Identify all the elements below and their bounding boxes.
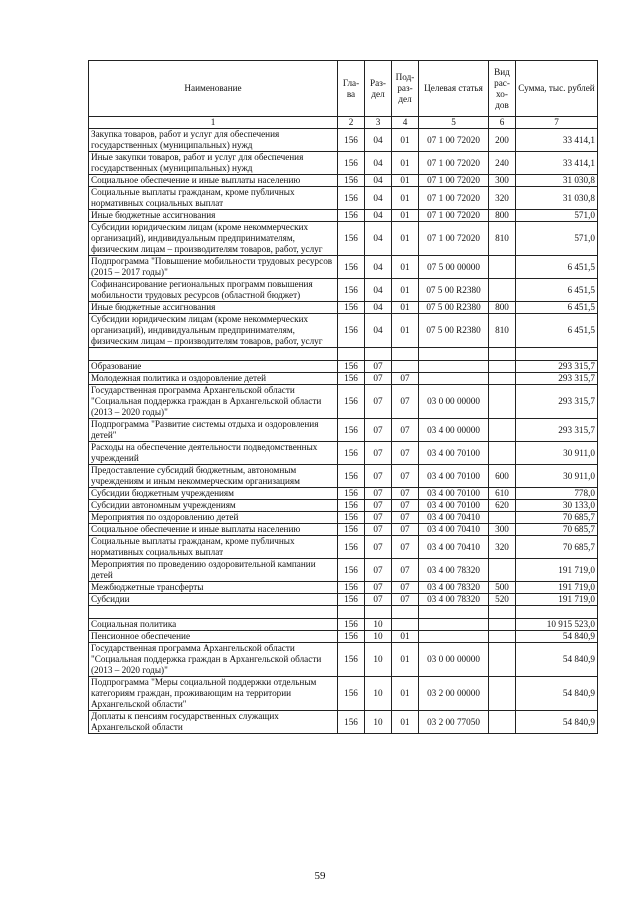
cell-podrazdel: 07 (392, 442, 419, 465)
cell-name: Государственная программа Архангельской области "Социальная поддержка граждан в Архангельской области (2013 – 2020 годы)" (89, 385, 338, 419)
cell-name: Закупка товаров, работ и услуг для обеспечения государственных (муниципальных) нужд (89, 129, 338, 152)
cell-sum: 54 840,9 (516, 711, 598, 734)
cell-name: Социальная политика (89, 619, 338, 631)
table-row (89, 419, 598, 442)
cell-target: 03 4 00 70410 (419, 524, 489, 536)
cell-glava: 156 (338, 279, 365, 302)
cell-vid (489, 711, 516, 734)
cell-name: Иные бюджетные ассигнования (89, 210, 338, 222)
cell-glava: 156 (338, 524, 365, 536)
table-row (89, 129, 598, 152)
cell-vid: 320 (489, 536, 516, 559)
cell-sum: 30 133,0 (516, 500, 598, 512)
table-row (89, 152, 598, 175)
cell-sum: 70 685,7 (516, 536, 598, 559)
cell-vid: 500 (489, 582, 516, 594)
cell-glava: 156 (338, 536, 365, 559)
table-row (89, 711, 598, 734)
empty-cell (89, 606, 338, 619)
cell-vid: 520 (489, 594, 516, 606)
cell-podrazdel: 01 (392, 279, 419, 302)
table-row (89, 631, 598, 643)
cell-sum: 33 414,1 (516, 152, 598, 175)
empty-cell (489, 606, 516, 619)
table-row (89, 302, 598, 314)
cell-podrazdel: 01 (392, 222, 419, 256)
cell-name: Субсидии автономным учреждениям (89, 500, 338, 512)
cell-target: 03 0 00 00000 (419, 385, 489, 419)
table-spacer-row (89, 606, 598, 619)
cell-vid: 600 (489, 465, 516, 488)
cell-glava: 156 (338, 619, 365, 631)
column-number-row (89, 117, 598, 129)
cell-sum: 293 315,7 (516, 361, 598, 373)
cell-name: Социальные выплаты гражданам, кроме публичных нормативных социальных выплат (89, 187, 338, 210)
table-row (89, 500, 598, 512)
cell-sum: 31 030,8 (516, 175, 598, 187)
table-row (89, 677, 598, 711)
cell-sum: 10 915 523,0 (516, 619, 598, 631)
cell-glava: 156 (338, 582, 365, 594)
cell-name: Предоставление субсидий бюджетным, автономным учреждениям и иным некоммерческим организациям (89, 465, 338, 488)
cell-razdel: 04 (365, 256, 392, 279)
cell-podrazdel: 07 (392, 373, 419, 385)
cell-razdel: 07 (365, 536, 392, 559)
table-row (89, 385, 598, 419)
cell-vid (489, 385, 516, 419)
cell-glava: 156 (338, 361, 365, 373)
column-number: 5 (419, 117, 489, 129)
cell-razdel: 10 (365, 711, 392, 734)
cell-podrazdel: 07 (392, 524, 419, 536)
table-row (89, 175, 598, 187)
cell-glava: 156 (338, 465, 365, 488)
empty-cell (365, 348, 392, 361)
cell-vid: 810 (489, 222, 516, 256)
empty-cell (489, 348, 516, 361)
cell-razdel: 07 (365, 361, 392, 373)
table-header-row (89, 61, 598, 117)
cell-target: 03 4 00 70100 (419, 488, 489, 500)
column-number: 7 (516, 117, 598, 129)
cell-razdel: 07 (365, 524, 392, 536)
cell-podrazdel: 07 (392, 419, 419, 442)
cell-target: 03 4 00 70100 (419, 500, 489, 512)
cell-name: Образование (89, 361, 338, 373)
cell-target: 07 5 00 00000 (419, 256, 489, 279)
cell-target: 07 1 00 72020 (419, 210, 489, 222)
cell-sum: 30 911,0 (516, 465, 598, 488)
cell-vid: 320 (489, 187, 516, 210)
table-row (89, 524, 598, 536)
cell-razdel: 07 (365, 373, 392, 385)
cell-glava: 156 (338, 385, 365, 419)
cell-target: 03 4 00 70100 (419, 465, 489, 488)
cell-sum: 571,0 (516, 222, 598, 256)
cell-podrazdel (392, 619, 419, 631)
column-number: 4 (392, 117, 419, 129)
cell-target (419, 373, 489, 385)
cell-vid: 620 (489, 500, 516, 512)
cell-sum: 191 719,0 (516, 582, 598, 594)
table-row (89, 442, 598, 465)
cell-razdel: 04 (365, 187, 392, 210)
empty-cell (392, 348, 419, 361)
cell-glava: 156 (338, 631, 365, 643)
cell-glava: 156 (338, 175, 365, 187)
cell-glava: 156 (338, 677, 365, 711)
cell-vid (489, 677, 516, 711)
cell-razdel: 04 (365, 129, 392, 152)
cell-razdel: 04 (365, 302, 392, 314)
cell-target: 03 4 00 70410 (419, 536, 489, 559)
cell-glava: 156 (338, 500, 365, 512)
cell-vid (489, 361, 516, 373)
table-row (89, 222, 598, 256)
cell-target (419, 619, 489, 631)
table-row (89, 619, 598, 631)
cell-sum: 30 911,0 (516, 442, 598, 465)
cell-name: Подпрограмма "Повышение мобильности трудовых ресурсов (2015 – 2017 годы)" (89, 256, 338, 279)
cell-sum: 293 315,7 (516, 373, 598, 385)
cell-glava: 156 (338, 373, 365, 385)
empty-cell (419, 606, 489, 619)
cell-sum: 6 451,5 (516, 279, 598, 302)
cell-podrazdel: 07 (392, 488, 419, 500)
cell-name: Социальное обеспечение и иные выплаты населению (89, 175, 338, 187)
column-number: 3 (365, 117, 392, 129)
cell-target: 03 0 00 00000 (419, 643, 489, 677)
cell-name: Доплаты к пенсиям государственных служащих Архангельской области (89, 711, 338, 734)
cell-razdel: 04 (365, 314, 392, 348)
cell-podrazdel: 01 (392, 314, 419, 348)
cell-name: Субсидии бюджетным учреждениям (89, 488, 338, 500)
cell-name: Мероприятия по проведению оздоровительной кампании детей (89, 559, 338, 582)
cell-sum: 70 685,7 (516, 524, 598, 536)
column-number: 6 (489, 117, 516, 129)
cell-name: Субсидии юридическим лицам (кроме некоммерческих организаций), индивидуальным предпринимателям, физическим лицам – производителям товаров, работ, услуг (89, 222, 338, 256)
cell-name: Молодежная политика и оздоровление детей (89, 373, 338, 385)
cell-target: 03 4 00 00000 (419, 419, 489, 442)
cell-name: Социальные выплаты гражданам, кроме публичных нормативных социальных выплат (89, 536, 338, 559)
empty-cell (338, 348, 365, 361)
table-row (89, 643, 598, 677)
cell-glava: 156 (338, 643, 365, 677)
table-spacer-row (89, 348, 598, 361)
cell-sum: 31 030,8 (516, 187, 598, 210)
cell-glava: 156 (338, 711, 365, 734)
cell-razdel: 07 (365, 512, 392, 524)
cell-podrazdel: 01 (392, 677, 419, 711)
table-row (89, 488, 598, 500)
cell-target: 03 4 00 78320 (419, 582, 489, 594)
cell-vid (489, 442, 516, 465)
cell-razdel: 07 (365, 582, 392, 594)
cell-target: 03 4 00 78320 (419, 594, 489, 606)
empty-cell (516, 348, 598, 361)
cell-sum: 33 414,1 (516, 129, 598, 152)
cell-target (419, 631, 489, 643)
cell-name: Софинансирование региональных программ повышения мобильности трудовых ресурсов (областной бюджет) (89, 279, 338, 302)
cell-vid: 240 (489, 152, 516, 175)
cell-vid (489, 559, 516, 582)
cell-glava: 156 (338, 512, 365, 524)
cell-podrazdel: 07 (392, 594, 419, 606)
cell-glava: 156 (338, 559, 365, 582)
cell-razdel: 07 (365, 559, 392, 582)
cell-sum: 293 315,7 (516, 385, 598, 419)
table-row (89, 279, 598, 302)
cell-sum: 54 840,9 (516, 677, 598, 711)
table-row (89, 256, 598, 279)
cell-sum: 571,0 (516, 210, 598, 222)
cell-vid (489, 631, 516, 643)
cell-target: 03 4 00 70410 (419, 512, 489, 524)
cell-name: Иные закупки товаров, работ и услуг для обеспечения государственных (муниципальных) нужд (89, 152, 338, 175)
empty-cell (516, 606, 598, 619)
cell-razdel: 10 (365, 619, 392, 631)
cell-glava: 156 (338, 210, 365, 222)
cell-target: 07 1 00 72020 (419, 152, 489, 175)
cell-podrazdel: 01 (392, 643, 419, 677)
cell-vid: 300 (489, 524, 516, 536)
cell-vid (489, 279, 516, 302)
cell-vid: 800 (489, 302, 516, 314)
cell-razdel: 10 (365, 631, 392, 643)
table-row (89, 559, 598, 582)
cell-sum: 6 451,5 (516, 314, 598, 348)
cell-glava: 156 (338, 594, 365, 606)
cell-name: Мероприятия по оздоровлению детей (89, 512, 338, 524)
empty-cell (89, 348, 338, 361)
cell-vid: 200 (489, 129, 516, 152)
header-target: Целевая статья (419, 61, 489, 117)
cell-podrazdel: 01 (392, 210, 419, 222)
cell-podrazdel: 01 (392, 129, 419, 152)
header-podrazdel: Под-раз-дел (392, 61, 419, 117)
header-razdel: Раз-дел (365, 61, 392, 117)
cell-podrazdel: 01 (392, 711, 419, 734)
header-name: Наименование (89, 61, 338, 117)
cell-target: 07 1 00 72020 (419, 222, 489, 256)
table-row (89, 594, 598, 606)
cell-podrazdel (392, 361, 419, 373)
header-sum: Сумма, тыс. рублей (516, 61, 598, 117)
cell-target: 03 4 00 70100 (419, 442, 489, 465)
cell-razdel: 07 (365, 500, 392, 512)
cell-razdel: 04 (365, 210, 392, 222)
table-row (89, 373, 598, 385)
cell-target (419, 361, 489, 373)
table-row (89, 361, 598, 373)
cell-razdel: 04 (365, 175, 392, 187)
cell-name: Расходы на обеспечение деятельности подведомственных учреждений (89, 442, 338, 465)
column-number: 2 (338, 117, 365, 129)
empty-cell (419, 348, 489, 361)
cell-razdel: 07 (365, 465, 392, 488)
cell-razdel: 04 (365, 222, 392, 256)
table-body (89, 129, 598, 734)
cell-podrazdel: 01 (392, 302, 419, 314)
cell-razdel: 10 (365, 643, 392, 677)
cell-target: 07 1 00 72020 (419, 187, 489, 210)
page-number: 59 (314, 870, 326, 882)
cell-sum: 70 685,7 (516, 512, 598, 524)
cell-name: Государственная программа Архангельской области "Социальная поддержка граждан в Архангельской области (2013 – 2020 годы)" (89, 643, 338, 677)
cell-glava: 156 (338, 222, 365, 256)
cell-razdel: 10 (365, 677, 392, 711)
cell-podrazdel: 01 (392, 256, 419, 279)
cell-target: 07 5 00 R2380 (419, 302, 489, 314)
cell-name: Подпрограмма "Развитие системы отдыха и оздоровления детей" (89, 419, 338, 442)
cell-podrazdel: 07 (392, 465, 419, 488)
cell-vid: 800 (489, 210, 516, 222)
cell-vid (489, 643, 516, 677)
cell-glava: 156 (338, 419, 365, 442)
cell-name: Социальное обеспечение и иные выплаты населению (89, 524, 338, 536)
cell-name: Субсидии юридическим лицам (кроме некоммерческих организаций), индивидуальным предпринимателям, физическим лицам – производителям товаров, работ, услуг (89, 314, 338, 348)
cell-name: Субсидии (89, 594, 338, 606)
table-row (89, 582, 598, 594)
cell-vid (489, 419, 516, 442)
cell-vid (489, 512, 516, 524)
cell-sum: 54 840,9 (516, 631, 598, 643)
cell-name: Межбюджетные трансферты (89, 582, 338, 594)
cell-razdel: 07 (365, 419, 392, 442)
cell-target: 03 4 00 78320 (419, 559, 489, 582)
empty-cell (392, 606, 419, 619)
table-row (89, 187, 598, 210)
cell-target: 07 1 00 72020 (419, 175, 489, 187)
cell-razdel: 04 (365, 279, 392, 302)
cell-podrazdel: 01 (392, 631, 419, 643)
cell-target: 03 2 00 77050 (419, 711, 489, 734)
cell-podrazdel: 01 (392, 152, 419, 175)
cell-razdel: 07 (365, 385, 392, 419)
cell-razdel: 07 (365, 442, 392, 465)
cell-vid (489, 256, 516, 279)
cell-glava: 156 (338, 488, 365, 500)
header-vid: Вид рас-хо-дов (489, 61, 516, 117)
cell-sum: 191 719,0 (516, 594, 598, 606)
cell-glava: 156 (338, 129, 365, 152)
cell-sum: 191 719,0 (516, 559, 598, 582)
cell-glava: 156 (338, 256, 365, 279)
table-row (89, 536, 598, 559)
cell-glava: 156 (338, 302, 365, 314)
table-row (89, 210, 598, 222)
column-number: 1 (89, 117, 338, 129)
cell-podrazdel: 01 (392, 187, 419, 210)
cell-podrazdel: 07 (392, 500, 419, 512)
cell-podrazdel: 07 (392, 582, 419, 594)
cell-razdel: 07 (365, 594, 392, 606)
cell-name: Подпрограмма "Меры социальной поддержки отдельным категориям граждан, проживающим на территории Архангельской области" (89, 677, 338, 711)
cell-razdel: 04 (365, 152, 392, 175)
cell-vid (489, 373, 516, 385)
header-glava: Гла-ва (338, 61, 365, 117)
table-row (89, 512, 598, 524)
cell-sum: 6 451,5 (516, 256, 598, 279)
budget-table (88, 60, 598, 734)
cell-glava: 156 (338, 442, 365, 465)
table-row (89, 465, 598, 488)
cell-name: Пенсионное обеспечение (89, 631, 338, 643)
cell-glava: 156 (338, 152, 365, 175)
cell-podrazdel: 07 (392, 536, 419, 559)
cell-sum: 54 840,9 (516, 643, 598, 677)
cell-name: Иные бюджетные ассигнования (89, 302, 338, 314)
cell-podrazdel: 07 (392, 559, 419, 582)
empty-cell (365, 606, 392, 619)
cell-podrazdel: 07 (392, 512, 419, 524)
cell-target: 03 2 00 00000 (419, 677, 489, 711)
cell-sum: 778,0 (516, 488, 598, 500)
cell-razdel: 07 (365, 488, 392, 500)
cell-target: 07 1 00 72020 (419, 129, 489, 152)
cell-podrazdel: 01 (392, 175, 419, 187)
cell-podrazdel: 07 (392, 385, 419, 419)
cell-vid: 810 (489, 314, 516, 348)
cell-sum: 6 451,5 (516, 302, 598, 314)
cell-vid: 300 (489, 175, 516, 187)
cell-target: 07 5 00 R2380 (419, 279, 489, 302)
cell-vid: 610 (489, 488, 516, 500)
cell-glava: 156 (338, 314, 365, 348)
cell-glava: 156 (338, 187, 365, 210)
cell-vid (489, 619, 516, 631)
empty-cell (338, 606, 365, 619)
cell-target: 07 5 00 R2380 (419, 314, 489, 348)
cell-sum: 293 315,7 (516, 419, 598, 442)
table-row (89, 314, 598, 348)
